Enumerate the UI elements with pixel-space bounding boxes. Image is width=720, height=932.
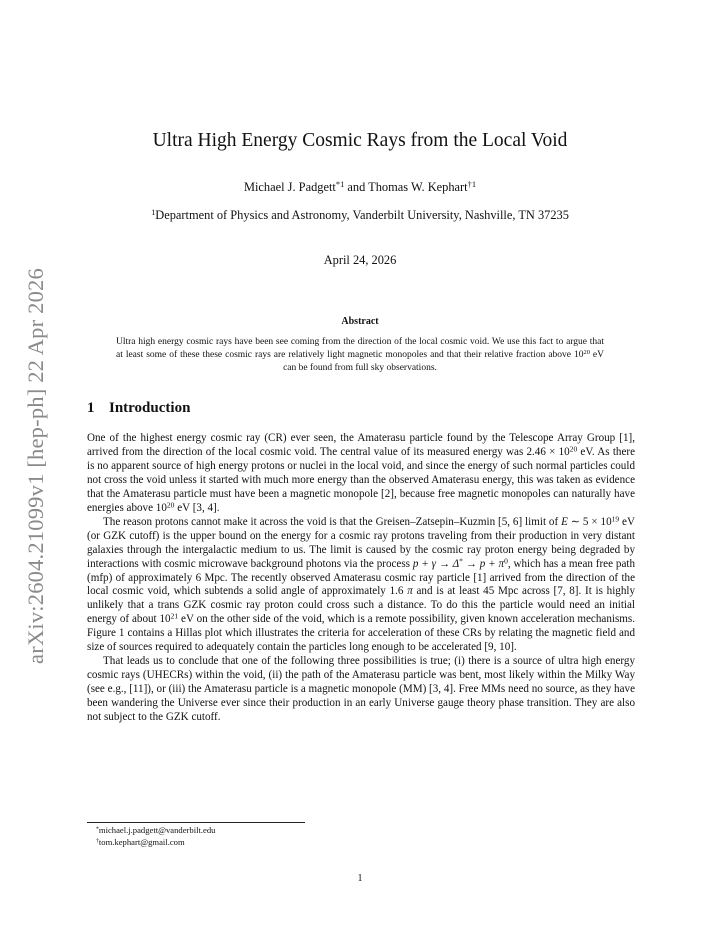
affiliation-mark: 1	[151, 207, 156, 218]
p2-process: p + γ → Δ	[412, 557, 460, 570]
p2-process-b: → p + π	[462, 557, 505, 570]
affiliation	[0, 208, 720, 223]
author-1-mark: *1	[335, 179, 345, 190]
paper-date: April 24, 2026	[323, 253, 397, 267]
p2-energy-symbol: E	[561, 515, 568, 528]
footnote-rule	[87, 822, 305, 823]
author-2: Thomas W. Kephart	[368, 180, 468, 194]
section-number: 1	[87, 400, 95, 416]
abstract-exp: 20	[583, 349, 590, 357]
p2-e: and is at least 45 Mpc across [7, 8]. It is highly unlikely that a trans GZK cosmic ray proton could cross such a distance. To do this the particle would need an initial energy of about 10	[87, 585, 635, 626]
p2-b: ∼ 5 × 10	[567, 515, 612, 528]
p1-a-exp: 20	[569, 444, 578, 454]
section-title: Introduction	[109, 400, 191, 416]
page-number: 1	[357, 873, 363, 884]
affiliation-text: Department of Physics and Astronomy, Vanderbilt University, Nashville, TN 37235	[155, 208, 569, 222]
p2-a: The reason protons cannot make it across the void is that the Greisen–Zatsepin–Kuzmin [5, 6] limit of	[103, 515, 562, 528]
p2-d: , which has a mean free path (mfp) of approximately 6 Mpc. The recently observed Amaterasu cosmic ray particle [1] arrived from the direction of the local cosmic void, which subtends a solid angle of approximately 1.6	[87, 557, 635, 598]
p2-f: eV on the other side of the void, which is a remote possibility, given known acceleration mechanisms. Figure 1 contains a Hillas plot which illustrates the criteria for acceleration of these CRs by relating the magnetic field and size of sources required to adequately contain the particles long enough to be accelerated [9, 10].	[87, 613, 635, 654]
p1-c: eV [3, 4].	[174, 501, 220, 514]
footnote-2-text: tom.kephart@gmail.com	[98, 837, 185, 847]
paragraph-1	[87, 432, 635, 516]
paragraph-3: That leads us to conclude that one of the following three possibilities is true; (i) there is a source of ultra high energy cosmic rays (UHECRs) within the void, (ii) the path of the Amaterasu particle was bent, most likely within the Milky Way (see e.g., [11]), or (iii) the Amaterasu particle is a magnetic monopole (MM) [3, 4]. Free MMs need no source, as they have been wandering the Universe ever since their production in an early Universe gauge theory phase transition. They are also not subject to the GZK cutoff.	[87, 655, 635, 724]
paper-title: Ultra High Energy Cosmic Rays from the Local Void	[152, 130, 568, 151]
author-conjunction: and	[344, 180, 369, 194]
footnote-1-mark: *	[96, 826, 99, 833]
p2-pi: π	[407, 585, 413, 598]
author-2-mark: †1	[467, 179, 477, 190]
body-text	[87, 432, 635, 725]
arxiv-stamp-text: arXiv:2604.21099v1 [hep-ph] 22 Apr 2026	[23, 268, 48, 664]
p1-b-exp: 20	[166, 500, 175, 510]
p1-b: eV. As there is no apparent source of high energy protons or nuclei in the local void, and since the energy of such normal particles could not cross the void unless it started with much more energy than the observed Amaterasu energy, this was taken as evidence that the Amaterasu particle must have been a magnetic monopole [2], because free magnetic monopoles can naturally have energies above 10	[87, 445, 635, 514]
abstract-text	[116, 336, 604, 376]
abstract-text-a: Ultra high energy cosmic rays have been see coming from the direction of the local cosmic void. We use this fact to argue that at least some of these these cosmic rays are relatively light magnetic monopoles and that their relative fraction above 10	[116, 337, 604, 361]
p2-b-exp: 19	[611, 514, 620, 524]
p2-e-exp: 21	[170, 612, 179, 621]
abstract-heading: Abstract	[341, 316, 379, 327]
author-1: Michael J. Padgett	[243, 180, 336, 194]
footnote-2-mark: †	[96, 838, 99, 845]
p2-process-star: *	[459, 556, 463, 566]
paragraph-2	[87, 516, 635, 656]
footnote-1-text: michael.j.padgett@vanderbilt.edu	[98, 825, 216, 835]
p1-a: One of the highest energy cosmic ray (CR) ever seen, the Amaterasu particle found by the Telescope Array Group [1], arrived from the direction of the local cosmic void. The central value of its measured energy was 2.46 × 10	[87, 432, 635, 458]
author-line	[0, 180, 720, 195]
footnote-2	[96, 837, 185, 848]
section-heading	[87, 400, 190, 417]
abstract-text-b: eV can be found from full sky observations.	[283, 350, 605, 374]
footnote-1	[96, 825, 215, 836]
p2-process-zero: 0	[504, 556, 508, 566]
p2-c: eV (or GZK cutoff) is the upper bound on the energy for a cosmic ray protons traveling from their production in very distant galaxies through the intergalactic medium to us. The limit is caused by the cosmic ray proton energy being degraded by interactions with cosmic microwave background photons via the process	[87, 515, 635, 570]
